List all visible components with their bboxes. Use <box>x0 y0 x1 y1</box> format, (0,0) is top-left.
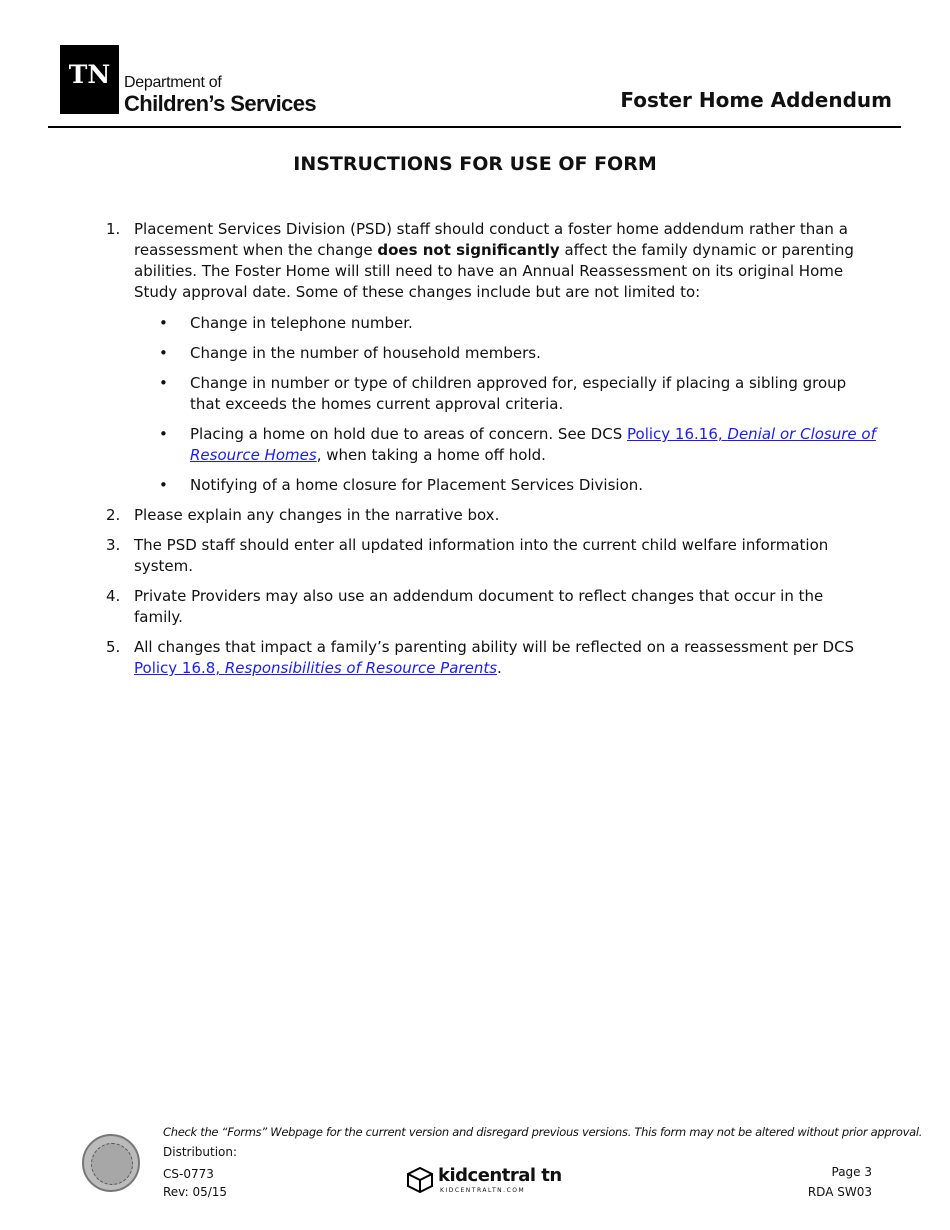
list-item <box>106 219 876 496</box>
tn-logo: TN <box>60 45 119 111</box>
changes-sublist <box>134 313 876 496</box>
rda-code: RDA SW03 <box>807 1185 872 1199</box>
footer-distribution: Distribution: <box>163 1145 238 1159</box>
logo-department-text: Department of <box>124 74 222 91</box>
bullet-icon: • <box>159 476 168 494</box>
item-text: All changes that impact a family’s parenting ability will be reflected on a reassessment per DCS <box>134 638 855 656</box>
link-policy-title: Denial or Closure of Resource Homes <box>190 425 876 464</box>
item-text: Placement Services Division (PSD) staff should conduct a foster home addendum rather than a reassessment when the change <box>134 220 848 259</box>
form-revision: Rev: 05/15 <box>163 1185 228 1199</box>
list-item <box>106 637 876 679</box>
sublist-text: , when taking a home off hold. <box>316 446 546 464</box>
bullet-icon: • <box>159 425 168 443</box>
logo-services-text: Children’s Services <box>124 91 316 116</box>
item-text: The PSD staff should enter all updated information into the current child welfare information system. <box>134 536 829 575</box>
link-policy-title: Responsibilities of Resource Parents <box>224 659 498 677</box>
instructions-heading: INSTRUCTIONS FOR USE OF FORM <box>293 153 657 175</box>
link-policy-number: Policy 16.8, <box>134 659 225 677</box>
bullet-icon: • <box>159 344 168 362</box>
sublist-text: Notifying of a home closure for Placement Services Division. <box>190 476 644 494</box>
item-number: 5. <box>106 638 121 656</box>
sublist-item <box>134 373 876 415</box>
state-seal-icon <box>82 1134 140 1192</box>
item-number: 4. <box>106 587 121 605</box>
sublist-item <box>134 475 876 496</box>
policy-16-8-link[interactable] <box>134 659 497 677</box>
list-item <box>106 535 876 577</box>
item-text: . <box>497 659 502 677</box>
page-number: Page 3 <box>831 1165 872 1179</box>
kidcentral-cube-icon <box>407 1167 433 1193</box>
instructions-list <box>106 219 876 679</box>
sublist-item <box>134 343 876 364</box>
form-title: Foster Home Addendum <box>620 88 892 112</box>
bullet-icon: • <box>159 374 168 392</box>
instructions-body <box>106 219 876 688</box>
item-text: affect the family dynamic or parenting abilities. The Foster Home will still need to have an Annual Reassessment on its original Home Study approval date. Some of these changes include but are not limited to: <box>134 241 854 301</box>
item-bold-text: does not significantly <box>377 241 560 259</box>
kidcentral-brand: kidcentral tn <box>438 1165 562 1186</box>
sublist-text: Placing a home on hold due to areas of concern. See DCS <box>190 425 627 443</box>
list-item <box>106 505 876 526</box>
kidcentral-url: KIDCENTRALTN.COM <box>440 1187 526 1194</box>
item-text: Private Providers may also use an addendum document to reflect changes that occur in the family. <box>134 587 824 626</box>
sublist-text: Change in telephone number. <box>190 314 413 332</box>
item-number: 2. <box>106 506 121 524</box>
form-code: CS-0773 <box>163 1167 214 1181</box>
item-number: 1. <box>106 220 121 238</box>
sublist-item <box>134 424 876 466</box>
item-number: 3. <box>106 536 121 554</box>
sublist-item <box>134 313 876 334</box>
sublist-text: Change in the number of household members. <box>190 344 541 362</box>
bullet-icon: • <box>159 314 168 332</box>
sublist-text: Change in number or type of children approved for, especially if placing a sibling group that exceeds the homes current approval criteria. <box>190 374 847 413</box>
footer-note: Check the “Forms” Webpage for the current version and disregard previous versions. This form may not be altered without prior approval. <box>163 1125 923 1139</box>
link-policy-number: Policy 16.16, <box>627 425 728 443</box>
header-divider <box>48 126 901 128</box>
list-item <box>106 586 876 628</box>
item-text: Please explain any changes in the narrative box. <box>134 506 500 524</box>
logo-underline <box>60 111 119 114</box>
